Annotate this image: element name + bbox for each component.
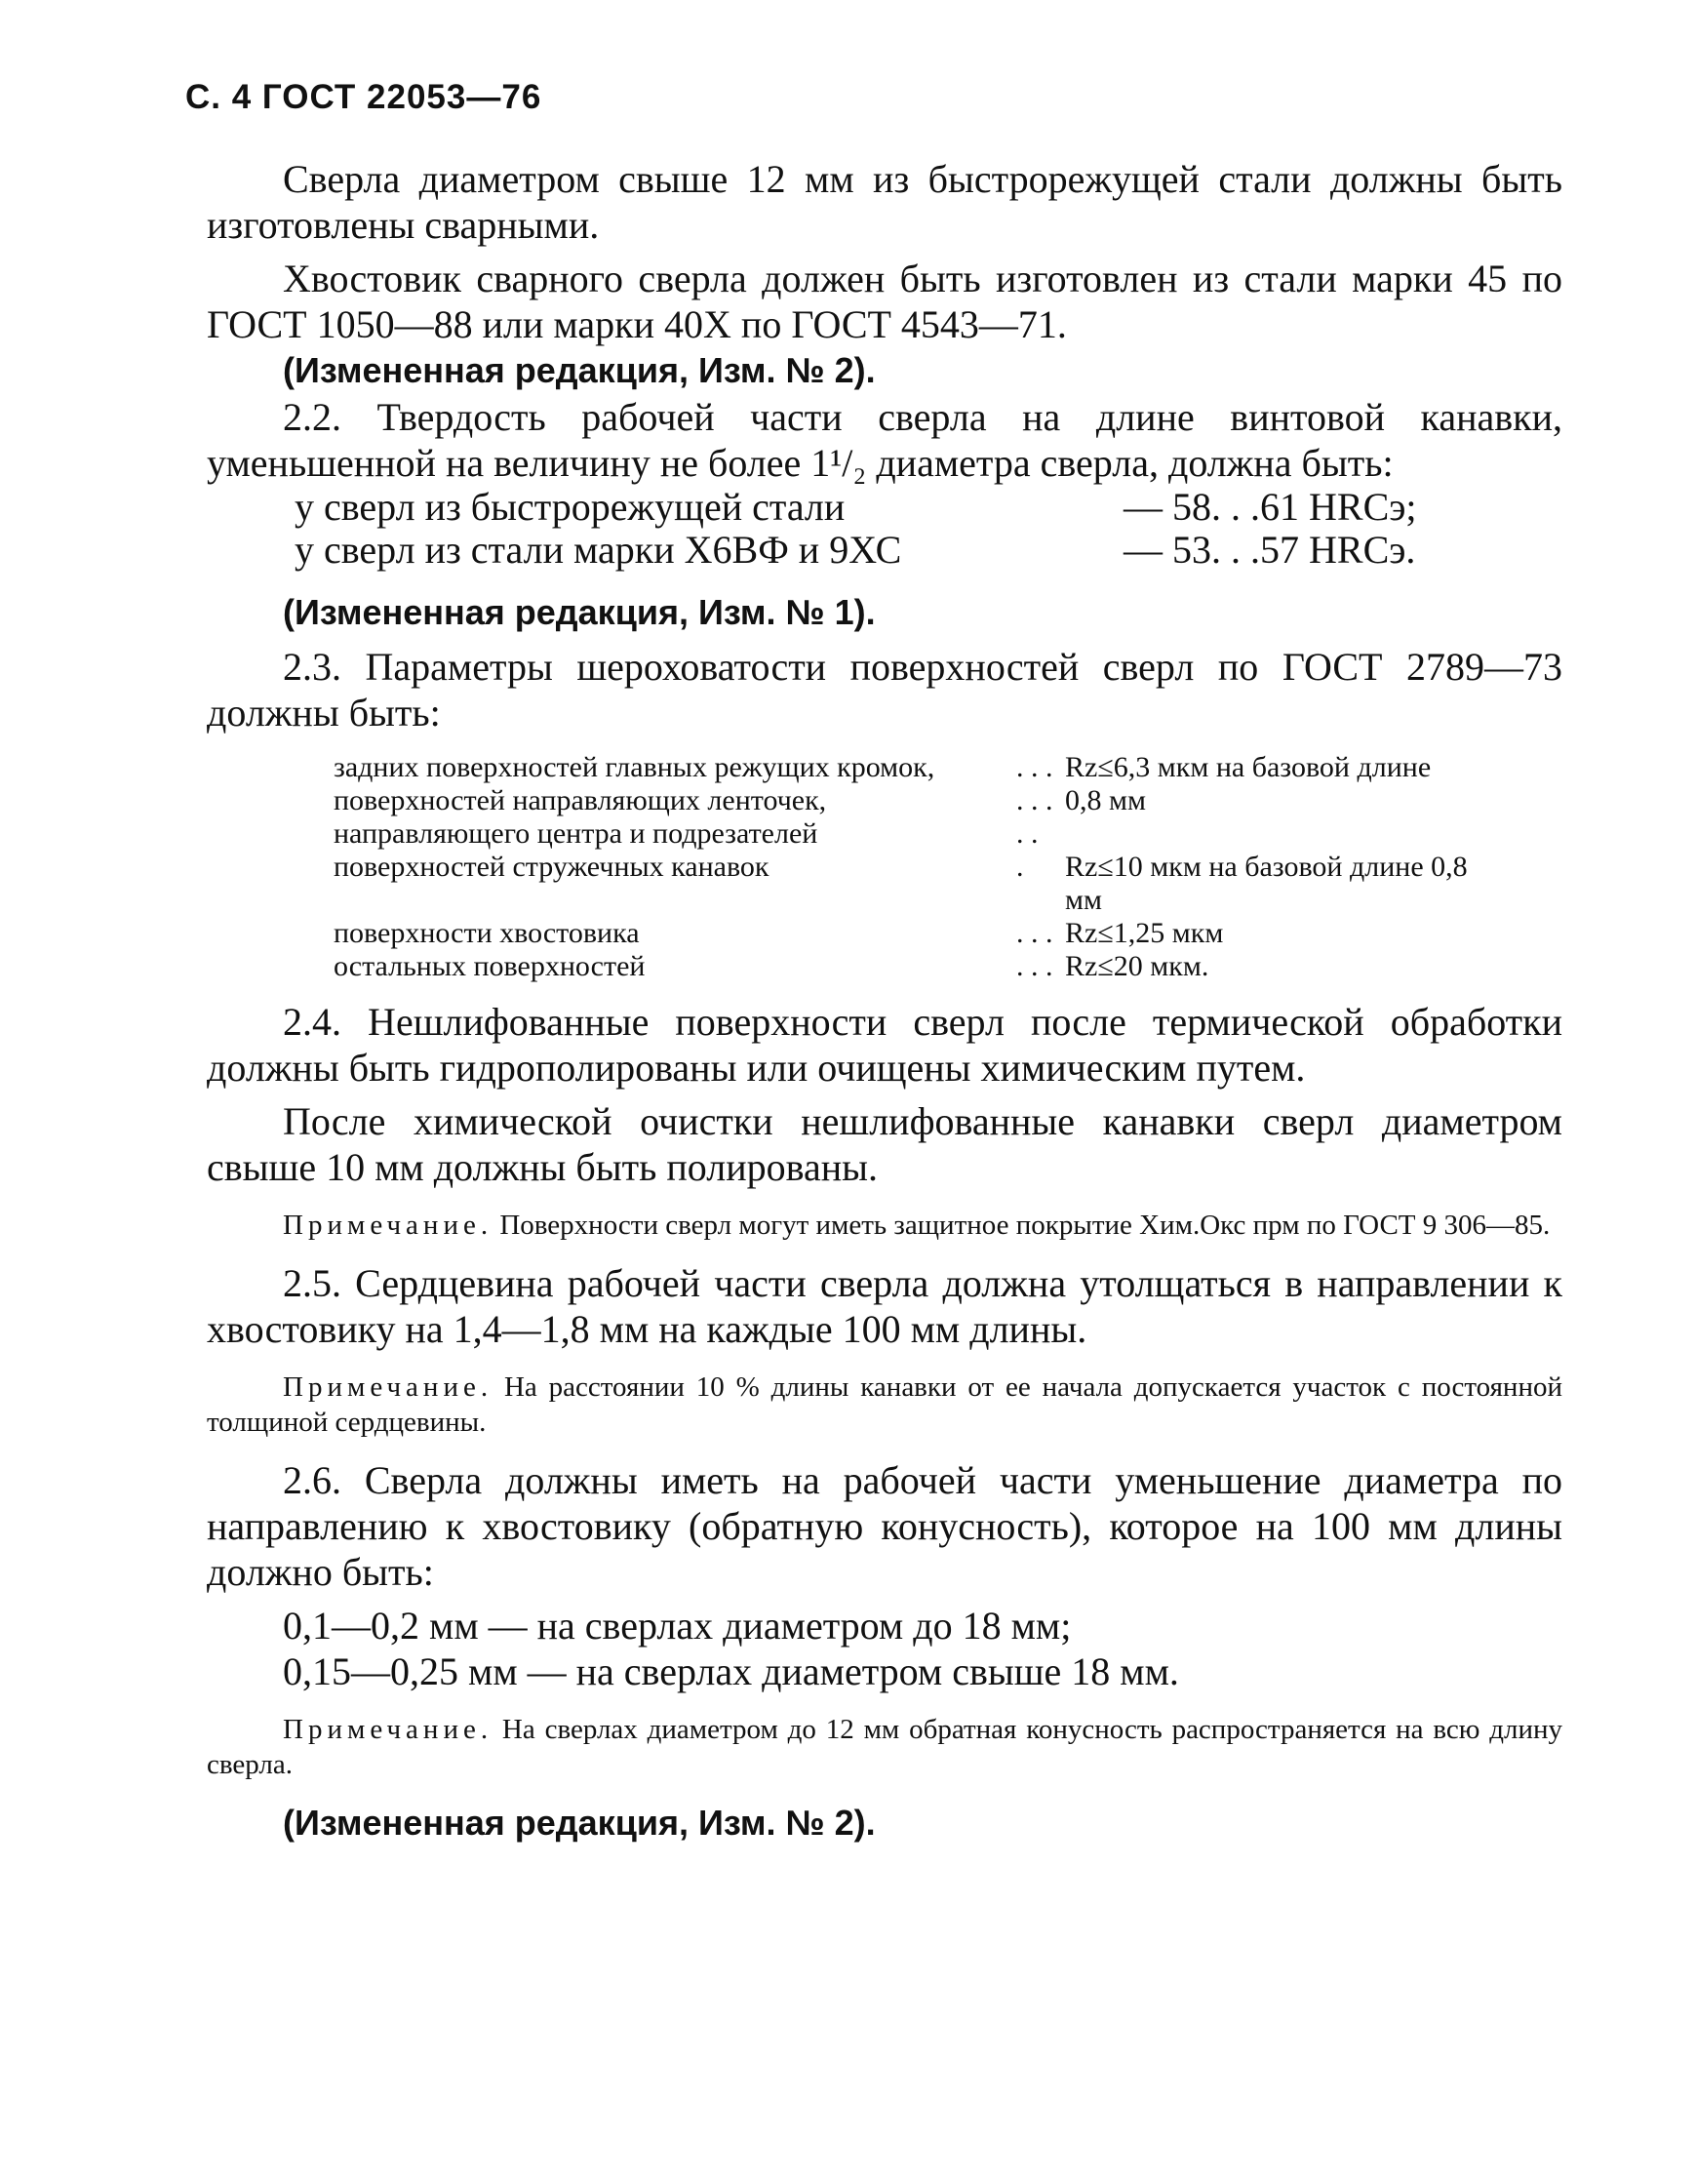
note: Примечание. На сверлах диаметром до 12 мм обратная конусность распространяется на всю длину сверла. [207, 1714, 1562, 1780]
list-item: 0,1—0,2 мм — на сверлах диаметром до 18 мм; [283, 1604, 1072, 1648]
paragraph-2-5: 2.5. Сердцевина рабочей части сверла должна утолщаться в направлении к хвостовику на 1,4—1,8 мм на каждые 100 мм длины. [207, 1261, 1562, 1351]
amendment-note: (Измененная редакция, Изм. № 2). [283, 350, 876, 390]
table-row: поверхности хвостовика . . . Rz≤1,25 мкм [334, 917, 1224, 949]
paragraph: Хвостовик сварного сверла должен быть изготовлен из стали марки 45 по ГОСТ 1050—88 или марки 40Х по ГОСТ 4543—71. [207, 257, 1562, 346]
paragraph: После химической очистки нешлифованные канавки сверл диаметром свыше 10 мм должны быть полированы. [207, 1099, 1562, 1189]
list-item: у сверл из стали марки Х6ВФ и 9ХС — 53. . .57 HRCэ. [295, 528, 1416, 572]
note: Примечание. На расстоянии 10 % длины канавки от ее начала допускается участок с постоянной толщиной сердцевины. [207, 1371, 1562, 1438]
page-header: С. 4 ГОСТ 22053—76 [185, 78, 542, 116]
table-row: остальных поверхностей . . . Rz≤20 мкм. [334, 950, 1209, 982]
paragraph: Сверла диаметром свыше 12 мм из быстрорежущей стали должны быть изготовлены сварными. [207, 157, 1562, 247]
amendment-note: (Измененная редакция, Изм. № 2). [283, 1803, 876, 1843]
table-row: поверхностей стружечных канавок . Rz≤10 мкм на базовой длине 0,8 мм [334, 851, 1468, 916]
note: Примечание. Поверхности сверл могут иметь защитное покрытие Хим.Окс прм по ГОСТ 9 306—85. [283, 1210, 1551, 1241]
paragraph-2-4: 2.4. Нешлифованные поверхности сверл после термической обработки должны быть гидрополированы или очищены химическим путем. [207, 1000, 1562, 1090]
list-item: у сверл из быстрорежущей стали — 58. . .61 HRCэ; [295, 485, 1417, 529]
list-item: 0,15—0,25 мм — на сверлах диаметром свыше 18 мм. [283, 1649, 1179, 1693]
hardness-list [295, 486, 1562, 572]
page-content [207, 156, 1562, 1846]
roughness-table [334, 751, 1475, 983]
paragraph-2-2: 2.2. Твердость рабочей части сверла на длине винтовой канавки, уменьшенной на величину не более 1¹/₂ диаметра сверла, должна быть: [207, 395, 1562, 485]
table-row: задних поверхностей главных режущих кромок, поверхностей направляющих ленточек, направляющего центра и подрезателей . . . . . . . . Rz≤6,3 мкм на базовой длине 0,8 мм [334, 751, 1432, 850]
paragraph-2-6: 2.6. Сверла должны иметь на рабочей части уменьшение диаметра по направлению к хвостовику (обратную конусность), которое на 100 мм длины должно быть: [207, 1458, 1562, 1594]
paragraph-2-3: 2.3. Параметры шероховатости поверхностей сверл по ГОСТ 2789—73 должны быть: [207, 645, 1562, 735]
amendment-note: (Измененная редакция, Изм. № 1). [283, 592, 876, 632]
